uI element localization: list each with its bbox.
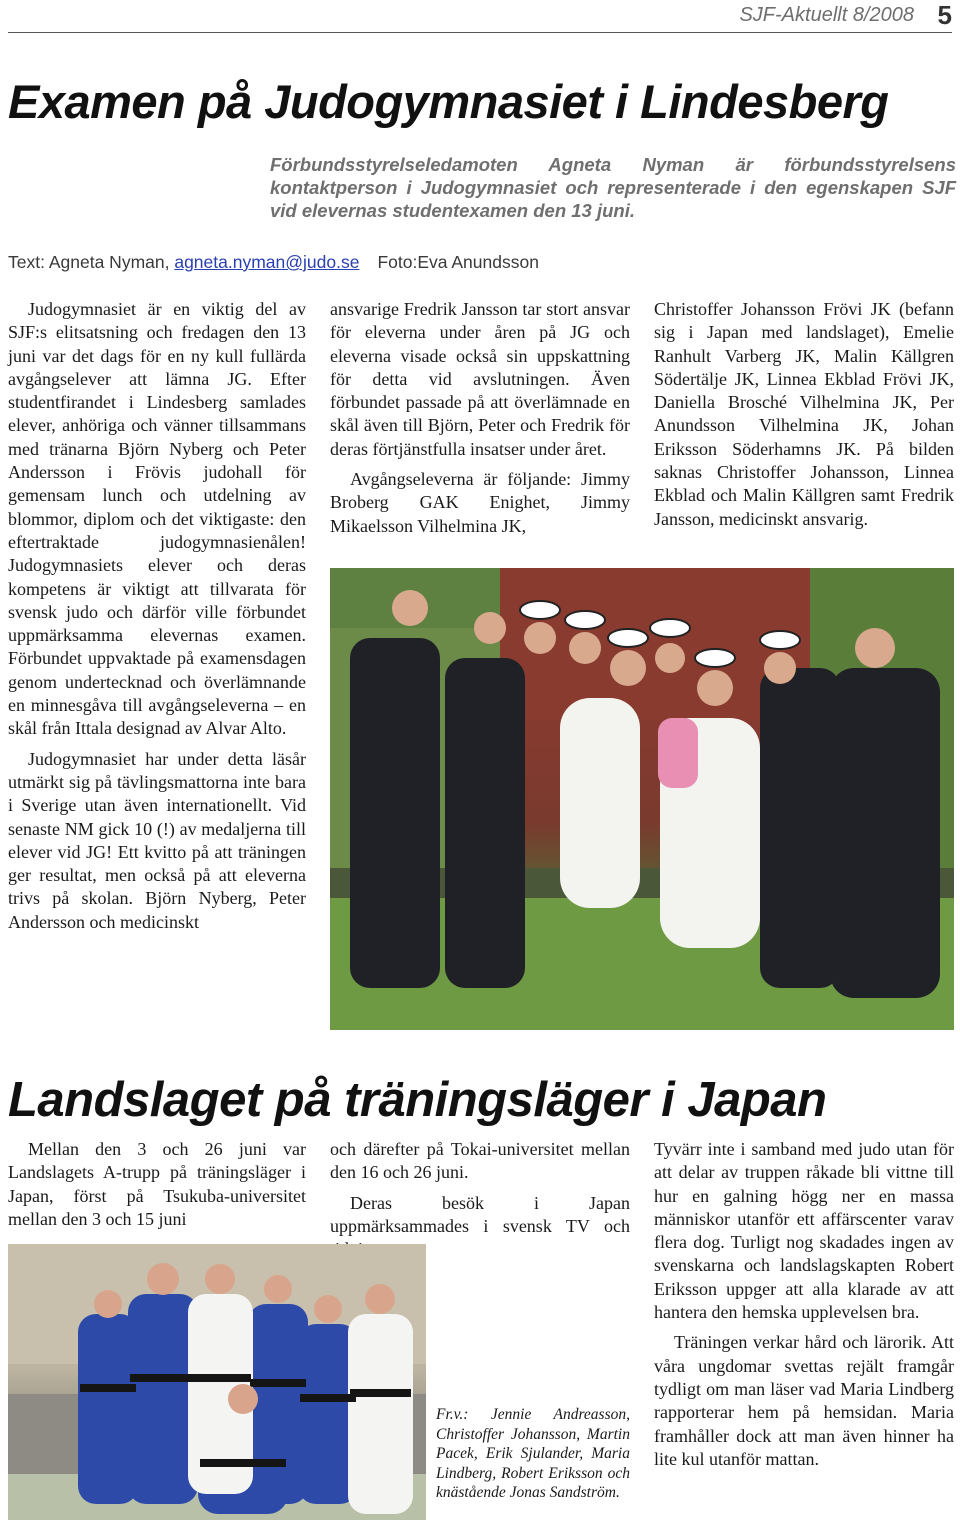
article1-title: Examen på Judogymnasiet i Lindesberg	[8, 75, 889, 128]
article1-column-3	[654, 298, 954, 538]
byline-photo-credit: Foto:Eva Anundsson	[377, 252, 539, 272]
article2-paragraph: Deras besök i Japan uppmärksammades i svensk TV och	[330, 1192, 630, 1236]
article1-column-1	[8, 298, 306, 941]
article2-paragraph: Träningen verkar hård och lärorik. Att våra ungdomar svettas rejält framgår tydligt om man läser vad Maria Lindberg rapporterar hem på hemsidan. Maria framhåller dock att man även hinner ha lite kul utanför mattan.	[654, 1332, 954, 1469]
article1-paragraph: Christoffer Johansson Frövi JK (befann sig i Japan med landslaget), Emelie Ranhult Varberg JK, Malin Källgren Södertälje JK, Linnea Ekblad Frövi JK, Daniella Brosché Vilhelmina JK, Per Anundsson Vilhelmina JK, Johan Eriksson Söderhamns JK. På bilden saknas Christoffer Johansson, Linnea Ekblad och Malin Källgren samt Fredrik Jansson, medicinskt ansvarig.	[654, 299, 954, 529]
article2-title: Landslaget på träningsläger i Japan	[8, 1073, 827, 1127]
graduation-group-photo	[330, 568, 954, 1030]
article2-column-3	[654, 1138, 954, 1478]
article2-paragraph: Mellan den 3 och 26 juni var Landslagets A-trupp på träningsläger i Japan, först på Tsukuba-universitet mellan den 3 och 15 juni	[8, 1139, 306, 1229]
judo-photo-caption: Fr.v.: Jennie Andreasson, Christoffer Johansson, Martin Pacek, Erik Sjulander, Maria Lindberg, Robert Eriksson och knästående Jonas Sandström.	[436, 1406, 630, 1501]
judo-photo-illustration	[8, 1244, 426, 1520]
header-rule	[8, 32, 952, 33]
judo-team-photo	[8, 1244, 426, 1520]
article1-column-2	[330, 298, 630, 545]
article2-paragraph: och därefter på Tokai-universitet mellan den 16 och 26 juni.	[330, 1139, 630, 1183]
article1-paragraph: ansvarige Fredrik Jansson tar stort ansvar för eleverna under åren på JG och eleverna visade också sin uppskattning för detta vid avslutningen. Även förbundet passade på att överlämnade en skål även till Björn, Peter och Fredrik för deras förtjänstfulla insatser under året.	[330, 299, 630, 459]
article1-paragraph: Avgångseleverna är följande: Jimmy Broberg GAK Enighet, Jimmy Mikaelsson Vilhelmina JK,	[330, 469, 630, 536]
issue-label: SJF-Aktuellt 8/2008	[739, 4, 914, 26]
byline-email-link[interactable]: agneta.nyman@judo.se	[174, 252, 360, 272]
article1-ingress: Förbundsstyrelseledamoten Agneta Nyman är förbundsstyrelsens kontaktperson i Judogymnasiet och representerade i den egenskapen SJF vid elevernas studentexamen den 13 juni.	[270, 154, 956, 221]
byline-text: Text: Agneta Nyman,	[8, 252, 175, 272]
article2-paragraph: Tyvärr inte i samband med judo utan för att delar av truppen råkade bli vittne till hur en galning högg ner en massa människor utanför ett affärscenter varav flera dog. Turligt nog skadades ingen av svenskarna och landslagskapten Robert Eriksson uppger att alla klarade av att hantera den hemska upplevelsen bra.	[654, 1139, 954, 1323]
article1-paragraph: Judogymnasiet är en viktig del av SJF:s elitsatsning och fredagen den 13 juni var det dags för en ny kull fullärda avgångselever att lämna JG. Efter studentfirandet i Lindesberg samlades elever, anhöriga och vänner tillsammans med tränarna Björn Nyberg och Peter Andersson i Frövis judohall för gemensam lunch och utdelning av blommor, diplom och det viktigaste: den eftertraktade judogymnasienålen! Judogymnasiets elever och deras kompetens är viktigt att tillvarata för svensk judo och därför ville förbundet uppmärksamma elevernas examen. Förbundet uppvaktade på examensdagen genom undertecknad och överlämnande en minnesgåva till avgångseleverna – en skål från Ittala designad av Alvar Alto.	[8, 299, 306, 739]
graduation-photo-illustration	[330, 568, 954, 1030]
article1-paragraph: Judogymnasiet har under detta läsår utmärkt sig på tävlingsmattorna inte bara i Sverige utan även internationellt. Vid senaste NM gick 10 (!) av medaljerna till elever vid JG! Ett kvitto på att träningen ger resultat, men också på att eleverna trivs på skolan. Björn Nyberg, Peter Andersson och medicinskt	[8, 748, 306, 932]
article2-column-1	[8, 1138, 306, 1238]
article1-byline	[8, 252, 539, 273]
page-number: 5	[937, 0, 952, 30]
